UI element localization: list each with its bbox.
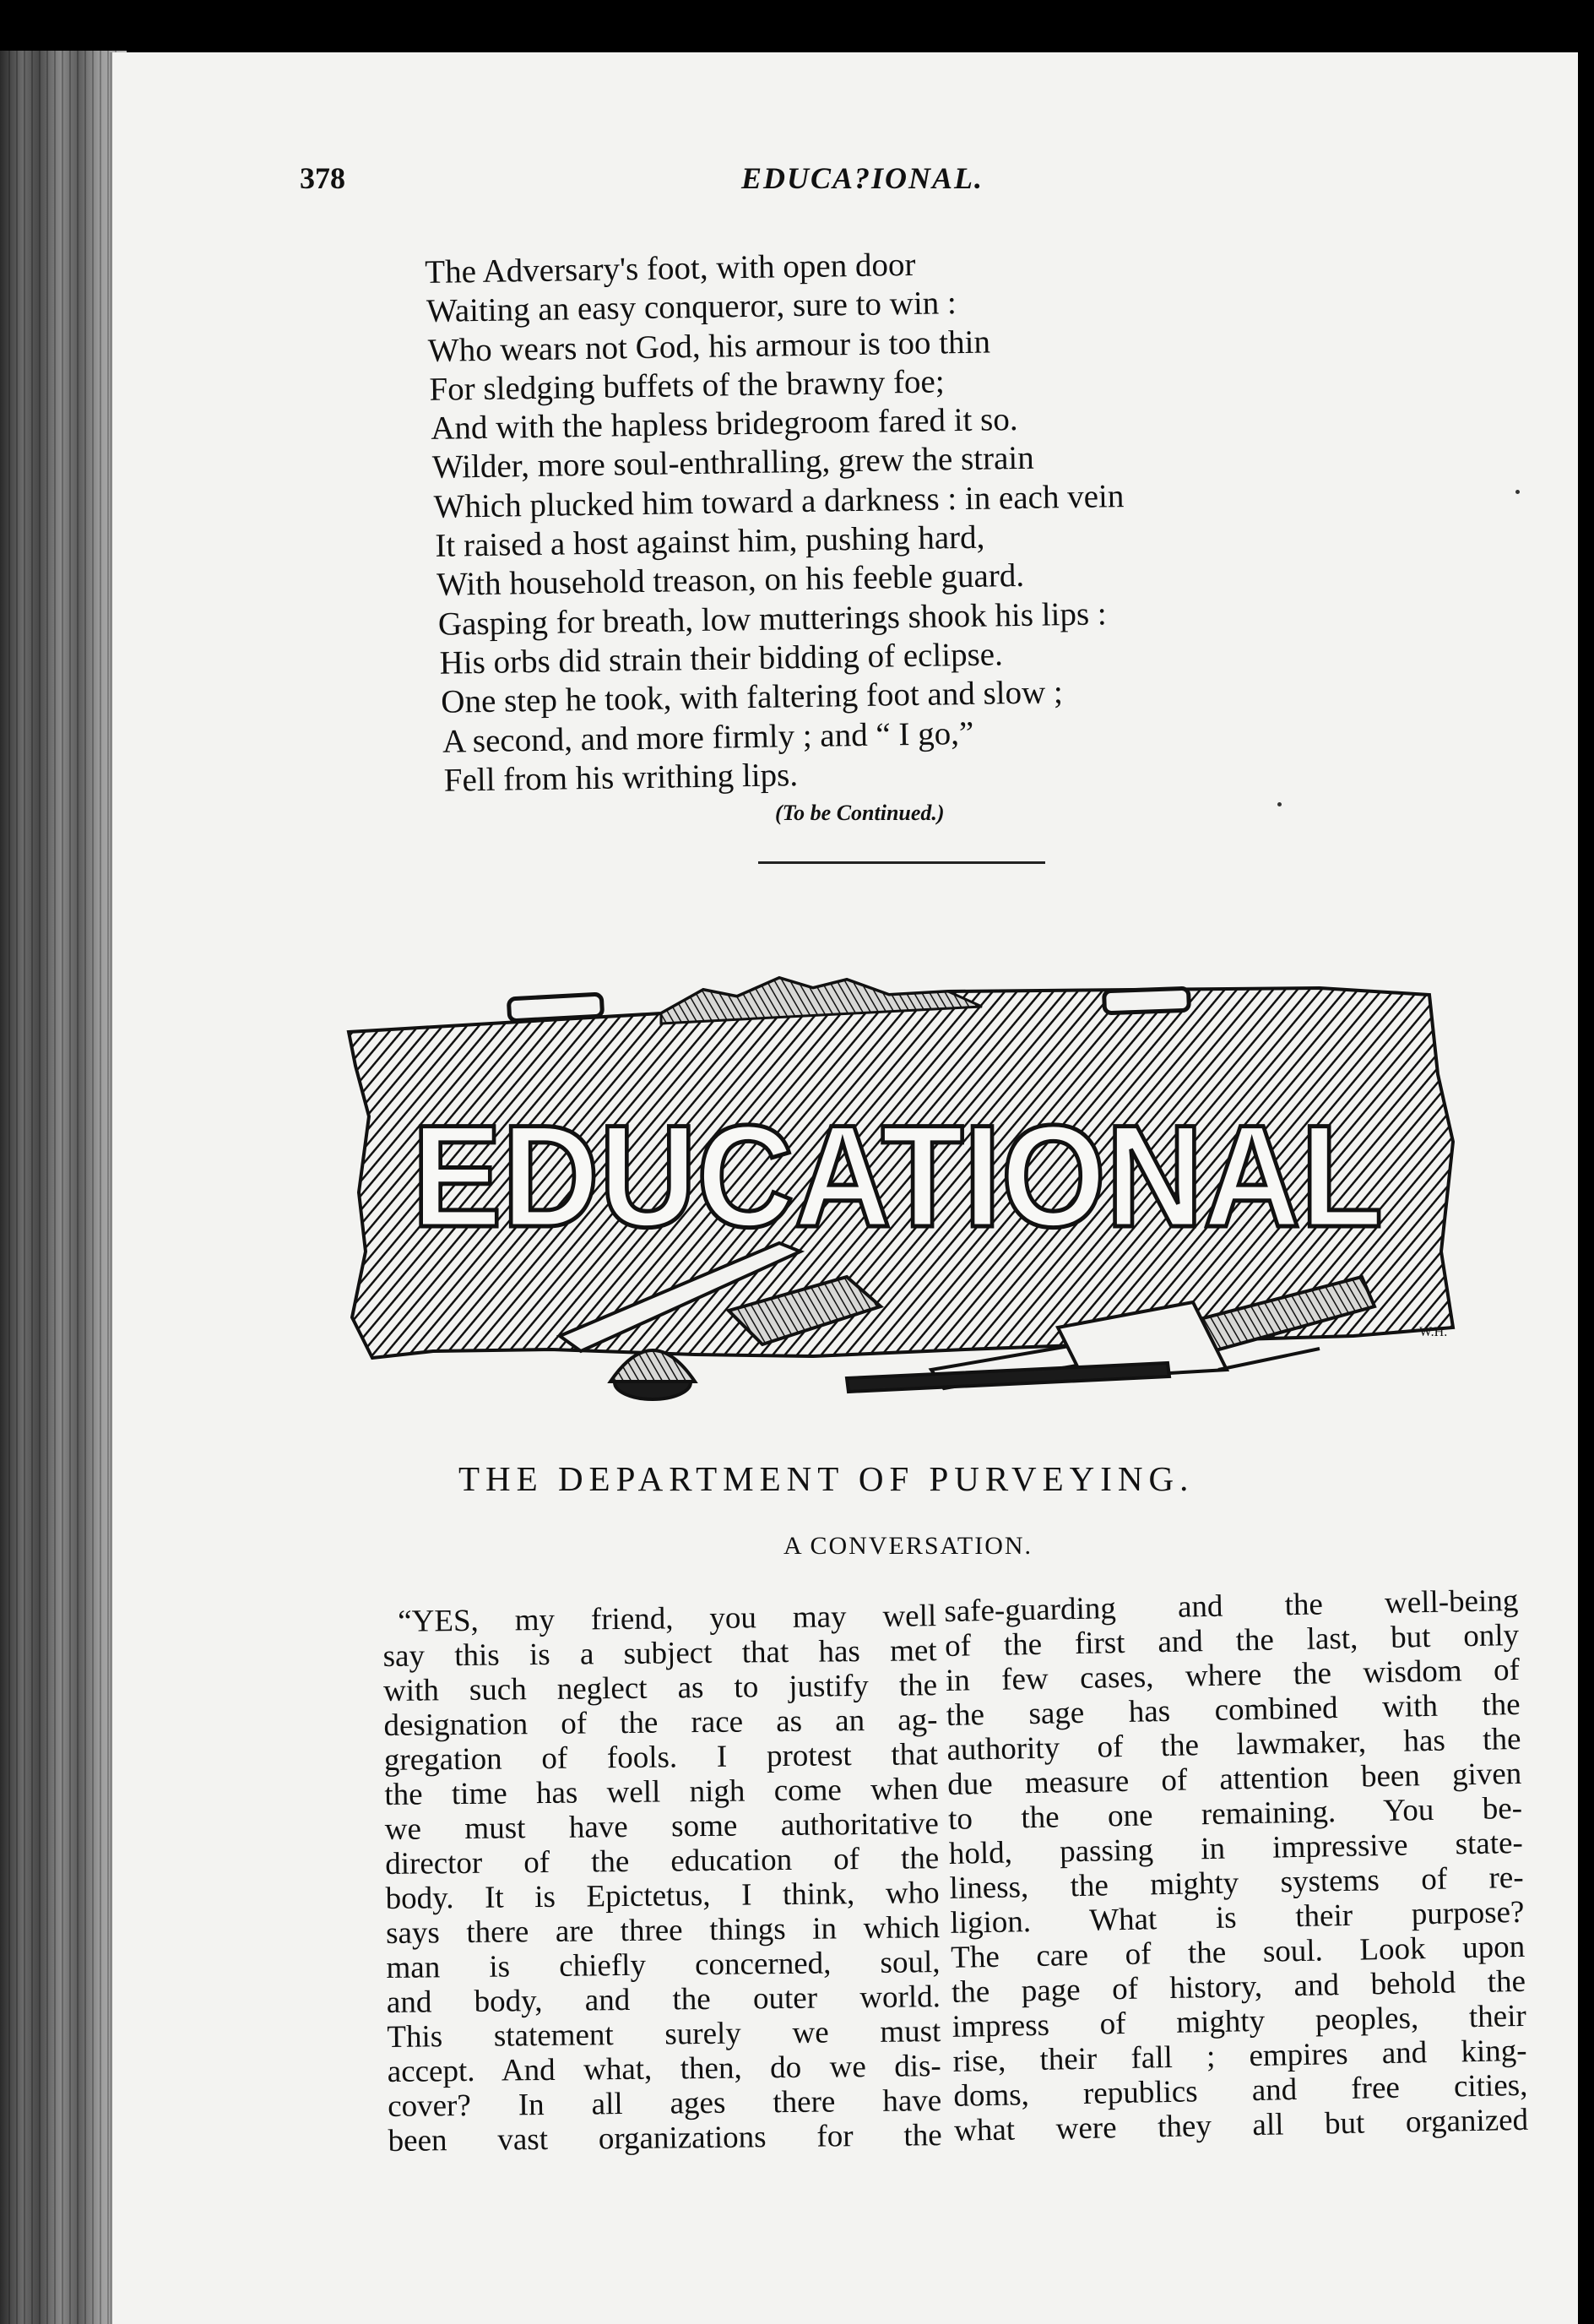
text-line: been vast organizations for the [388,2118,942,2158]
poem-line: Wilder, more soul-enthralling, grew the strain [431,440,1034,486]
poem-line: Gasping for breath, low mutterings shook his lips : [437,595,1107,643]
text-line: the time has well nigh come when [384,1772,939,1812]
poem-line: And with the hapless bridegroom fared it so. [430,401,1018,448]
book-spine-page-edges [8,51,118,2324]
text-line: ligion. What is their purpose? [950,1894,1525,1941]
page-header [112,160,1578,203]
poem-line: With household treason, on his feeble guard. [436,557,1025,604]
text-line: The care of the soul. Look upon [950,1929,1526,1975]
text-line: says there are three things in which [385,1910,941,1951]
text-line: of the first and the last, but only [944,1617,1520,1664]
poem-line: The Adversary's foot, with open door [425,246,916,290]
text-line: with such neglect as to justify the [382,1668,938,1708]
poem-line: Which plucked him toward a darkness : in each vein [433,477,1125,525]
text-line: due measure of attention been given [946,1756,1522,1802]
poem-line: Who wears not God, his armour is too thin [427,323,991,369]
poem-line: It raised a host against him, pushing hard, [435,519,985,564]
poem-line: His orbs did strain their bidding of eclipse. [439,636,1004,681]
text-line: body. It is Epictetus, I think, who [385,1876,940,1916]
poem-line: Fell from his writhing lips. [443,756,799,799]
text-line: “YES, my friend, you may well [397,1599,937,1639]
article-left-column [382,1599,942,2158]
text-line: cover? In all ages there have [388,2083,942,2124]
section-divider [758,861,1045,864]
scan-right-border [1575,0,1594,2324]
text-line: and body, and the outer world. [386,1979,941,2020]
text-line: director of the education of the [385,1841,940,1881]
text-line: designation of the race as an ag- [383,1702,938,1743]
text-line: doms, republics and free cities, [953,2067,1528,2114]
ink-speck [1277,802,1282,806]
page-number: 378 [300,161,345,195]
poem-line: For sledging buffets of the brawny foe; [429,363,945,408]
illustrator-signature: W.H. [1419,1325,1448,1339]
text-line: liness, the mighty systems of re- [949,1860,1524,1906]
text-line: we must have some authoritative [384,1806,939,1847]
running-title: EDUCA?IONAL. [741,161,984,195]
poem-line: One step he took, with faltering foot and slow ; [441,674,1064,721]
text-line: what were they all but organized [953,2102,1529,2148]
text-line: safe-guarding and the well-being [944,1583,1519,1629]
text-line: to the one remaining. You be- [947,1790,1523,1837]
scan-top-border [0,0,1594,59]
text-line: rise, their fall ; empires and king- [952,2033,1527,2079]
text-line: gregation of fools. I protest that [383,1737,939,1778]
text-line: in few cases, where the wisdom of [945,1652,1521,1698]
ink-speck [1515,490,1520,494]
text-line: accept. And what, then, do we dis- [387,2049,941,2089]
text-line: say this is a subject that has met [382,1633,937,1674]
banner-title: EDUCATIONAL [412,1095,1383,1257]
text-line: authority of the lawmaker, has the [946,1721,1521,1767]
article-title: THE DEPARTMENT OF PURVEYING. [458,1459,1195,1498]
text-line: man is chiefly concerned, soul, [386,1945,941,1985]
text-line: impress of mighty peoples, their [952,1998,1527,2044]
text-line: hold, passing in impressive state- [948,1825,1524,1871]
poem-line: A second, and more firmly ; and “ I go,” [442,714,974,760]
to-be-continued-note: (To be Continued.) [775,801,945,825]
book-page [110,52,1578,2324]
poem-line: Waiting an easy conqueror, sure to win : [426,285,957,330]
text-line: the sage has combined with the [946,1686,1521,1733]
text-line: This statement surely we must [387,2014,941,2055]
article-subtitle: A CONVERSATION. [783,1532,1033,1560]
article-right-column [944,1583,1528,2148]
poem [425,239,1362,801]
text-line: the page of history, and behold the [951,1963,1526,2010]
educational-banner-illustration [340,973,1556,1412]
